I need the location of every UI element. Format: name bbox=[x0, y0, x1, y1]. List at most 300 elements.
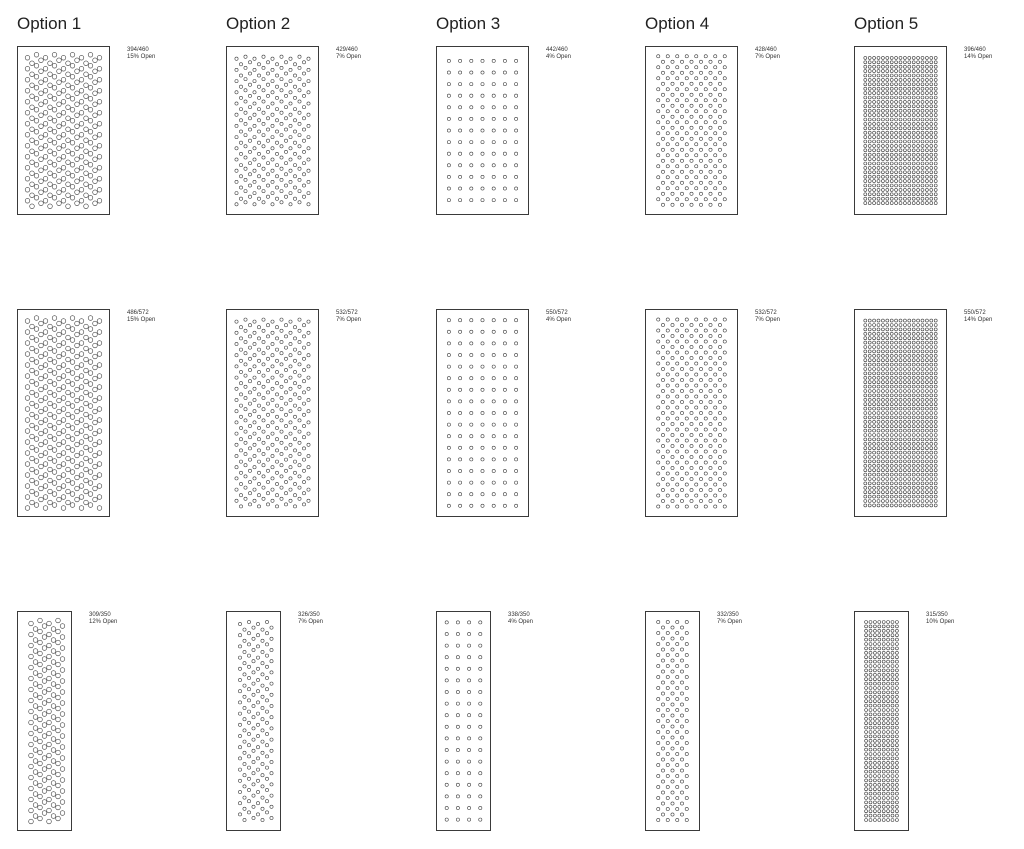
perforation-hole bbox=[878, 673, 881, 676]
perforation-hole bbox=[865, 700, 868, 703]
perforation-hole bbox=[886, 368, 889, 371]
perforation-hole bbox=[881, 451, 884, 454]
perforation-hole bbox=[79, 66, 84, 71]
perforation-hole bbox=[865, 819, 868, 822]
perforation-hole bbox=[43, 418, 48, 423]
perforation-hole bbox=[695, 121, 698, 124]
perforation-hole bbox=[869, 810, 872, 813]
perforation-hole bbox=[25, 462, 30, 467]
perforation-hole bbox=[895, 735, 898, 738]
perforation-hole bbox=[280, 408, 283, 411]
perforation-hole bbox=[877, 486, 880, 489]
perforation-hole bbox=[447, 175, 450, 178]
perforation-hole bbox=[890, 403, 893, 406]
perforation-hole bbox=[34, 63, 39, 68]
perforation-hole bbox=[925, 149, 928, 152]
perforation-hole bbox=[289, 454, 292, 457]
perforation-hole bbox=[239, 141, 242, 144]
perforation-hole bbox=[882, 647, 885, 650]
perforation-hole bbox=[676, 719, 679, 722]
perforation-hole bbox=[921, 74, 924, 77]
perforation-hole bbox=[877, 363, 880, 366]
perforation-hole bbox=[925, 131, 928, 134]
perforation-hole bbox=[302, 492, 305, 495]
perforation-hole bbox=[75, 376, 80, 381]
perforation-hole bbox=[253, 80, 256, 83]
perforation-hole bbox=[925, 136, 928, 139]
perforation-hole bbox=[895, 56, 898, 59]
perforation-hole bbox=[284, 346, 287, 349]
perforation-hole bbox=[695, 428, 698, 431]
perforation-hole bbox=[930, 87, 933, 90]
perforation-hole bbox=[903, 407, 906, 410]
perforation-hole bbox=[903, 500, 906, 503]
perforation-hole bbox=[895, 166, 898, 169]
perforation-hole bbox=[895, 621, 898, 624]
perforation-hole bbox=[515, 319, 518, 322]
perforation-hole bbox=[29, 643, 34, 648]
perforation-hole bbox=[252, 682, 255, 685]
perforation-hole bbox=[704, 494, 707, 497]
perforation-hole bbox=[899, 500, 902, 503]
perforation-hole bbox=[61, 495, 66, 500]
perforation-hole bbox=[886, 486, 889, 489]
perforation-hole bbox=[262, 363, 265, 366]
perforation-hole bbox=[302, 424, 305, 427]
perforation-hole bbox=[88, 63, 93, 68]
perforation-hole bbox=[30, 412, 35, 417]
perforation-hole bbox=[238, 656, 241, 659]
perforation-hole bbox=[925, 363, 928, 366]
perforation-hole bbox=[925, 420, 928, 423]
perforation-hole bbox=[671, 659, 674, 662]
perforation-hole bbox=[39, 321, 44, 326]
perforation-hole bbox=[886, 385, 889, 388]
perforation-hole bbox=[671, 170, 674, 173]
perforation-hole bbox=[873, 695, 876, 698]
perforation-hole bbox=[873, 78, 876, 81]
perforation-hole bbox=[868, 381, 871, 384]
perforation-hole bbox=[48, 127, 53, 132]
perforation-hole bbox=[61, 132, 66, 137]
perforation-hole bbox=[685, 686, 688, 689]
perforation-hole bbox=[690, 367, 693, 370]
perforation-hole bbox=[912, 153, 915, 156]
perforation-hole bbox=[42, 624, 47, 629]
perforation-hole bbox=[921, 175, 924, 178]
perforation-hole bbox=[676, 66, 679, 69]
perforation-hole bbox=[30, 127, 35, 132]
perforation-hole bbox=[903, 412, 906, 415]
perforation-hole bbox=[903, 354, 906, 357]
perforation-hole bbox=[29, 786, 34, 791]
perforation-hole bbox=[38, 684, 43, 689]
perforation-hole bbox=[882, 783, 885, 786]
perforation-hole bbox=[695, 417, 698, 420]
perforation-hole bbox=[239, 449, 242, 452]
perforation-hole bbox=[921, 109, 924, 112]
perforation-hole bbox=[869, 651, 872, 654]
perforation-hole bbox=[908, 319, 911, 322]
perforation-hole bbox=[680, 181, 683, 184]
perforation-hole bbox=[447, 365, 450, 368]
perforation-hole bbox=[661, 137, 664, 140]
perforation-hole bbox=[261, 628, 264, 631]
perforation-hole bbox=[868, 442, 871, 445]
perforation-hole bbox=[886, 460, 889, 463]
perforation-hole bbox=[459, 446, 462, 449]
perforation-hole bbox=[869, 638, 872, 641]
perforation-hole bbox=[864, 385, 867, 388]
perforation-hole bbox=[307, 102, 310, 105]
perforation-hole bbox=[887, 704, 890, 707]
perforation-hole bbox=[934, 193, 937, 196]
open-area-percent: 4% Open bbox=[546, 317, 572, 323]
perforation-hole bbox=[917, 105, 920, 108]
perforation-hole bbox=[447, 94, 450, 97]
perforation-hole bbox=[657, 395, 660, 398]
perforation-hole bbox=[265, 811, 268, 814]
perforation-hole bbox=[877, 460, 880, 463]
perforation-hole bbox=[934, 65, 937, 68]
perforation-hole bbox=[881, 136, 884, 139]
perforation-hole bbox=[699, 126, 702, 129]
perforation-hole bbox=[704, 88, 707, 91]
perforation-hole bbox=[256, 734, 259, 737]
perforation-hole bbox=[271, 466, 274, 469]
perforation-hole bbox=[921, 390, 924, 393]
perforation-hole bbox=[307, 488, 310, 491]
perforation-hole bbox=[79, 429, 84, 434]
perforation-hole bbox=[34, 382, 39, 387]
perforation-hole bbox=[238, 723, 241, 726]
perforation-hole bbox=[877, 136, 880, 139]
perforation-hole bbox=[270, 816, 273, 819]
perforation-hole bbox=[912, 341, 915, 344]
perforation-hole bbox=[84, 127, 89, 132]
perforation-hole bbox=[873, 140, 876, 143]
perforation-hole bbox=[70, 85, 75, 90]
open-area-percent: 7% Open bbox=[755, 54, 781, 60]
perforation-hole bbox=[248, 436, 251, 439]
perforation-hole bbox=[52, 415, 57, 420]
perforation-hole bbox=[868, 398, 871, 401]
perforation-hole bbox=[868, 482, 871, 485]
perforation-hole bbox=[48, 379, 53, 384]
perforation-hole bbox=[903, 363, 906, 366]
perforation-hole bbox=[680, 170, 683, 173]
perforation-hole bbox=[868, 65, 871, 68]
perforation-hole bbox=[899, 350, 902, 353]
perforation-hole bbox=[868, 359, 871, 362]
perforation-hole bbox=[445, 714, 448, 717]
perforation-hole bbox=[239, 482, 242, 485]
perforation-hole bbox=[248, 94, 251, 97]
perforation-hole bbox=[912, 122, 915, 125]
perforation-hole bbox=[873, 722, 876, 725]
perforation-hole bbox=[877, 407, 880, 410]
perforation-hole bbox=[248, 106, 251, 109]
perforation-hole bbox=[912, 171, 915, 174]
perforation-hole bbox=[676, 187, 679, 190]
perforation-hole bbox=[890, 162, 893, 165]
perforation-hole bbox=[284, 139, 287, 142]
perforation-hole bbox=[886, 354, 889, 357]
perforation-hole bbox=[57, 321, 62, 326]
perforation-hole bbox=[666, 752, 669, 755]
perforation-hole bbox=[38, 816, 43, 821]
perforation-hole bbox=[864, 131, 867, 134]
perforation-hole bbox=[917, 420, 920, 423]
perforation-hole bbox=[887, 744, 890, 747]
perforation-hole bbox=[43, 99, 48, 104]
perforation-hole bbox=[930, 359, 933, 362]
perforation-hole bbox=[903, 149, 906, 152]
perforation-hole bbox=[25, 165, 30, 170]
perforation-hole bbox=[890, 341, 893, 344]
perforation-hole bbox=[690, 422, 693, 425]
perforation-hole bbox=[873, 442, 876, 445]
perforation-hole bbox=[714, 165, 717, 168]
perforation-hole bbox=[257, 141, 260, 144]
perforation-hole bbox=[52, 503, 57, 508]
perforation-hole bbox=[930, 166, 933, 169]
perforation-hole bbox=[873, 162, 876, 165]
perforation-hole bbox=[917, 337, 920, 340]
perforation-hole bbox=[492, 481, 495, 484]
perforation-hole bbox=[890, 328, 893, 331]
perforation-hole bbox=[79, 88, 84, 93]
perforation-hole bbox=[256, 701, 259, 704]
perforation-hole bbox=[925, 114, 928, 117]
perforation-hole bbox=[266, 458, 269, 461]
perforation-hole bbox=[470, 423, 473, 426]
perforation-hole bbox=[891, 801, 894, 804]
panel-caption bbox=[546, 310, 571, 324]
perforation-hole bbox=[886, 193, 889, 196]
perforation-hole bbox=[248, 128, 251, 131]
perforation-hole bbox=[704, 362, 707, 365]
perforation-hole bbox=[666, 329, 669, 332]
perforation-hole bbox=[881, 166, 884, 169]
perforation-hole bbox=[895, 78, 898, 81]
perforation-hole bbox=[877, 350, 880, 353]
perforation-hole bbox=[899, 328, 902, 331]
perforation-hole bbox=[93, 179, 98, 184]
perforation-hole bbox=[266, 492, 269, 495]
perforation-hole bbox=[917, 83, 920, 86]
perforation-hole bbox=[676, 373, 679, 376]
perforation-hole bbox=[266, 94, 269, 97]
perforation-hole bbox=[891, 647, 894, 650]
perforation-hole bbox=[917, 131, 920, 134]
perforation-hole bbox=[307, 477, 310, 480]
perforation-hole bbox=[456, 772, 459, 775]
perforation-hole bbox=[257, 337, 260, 340]
perforation-hole bbox=[877, 438, 880, 441]
perforation-hole bbox=[699, 389, 702, 392]
perforation-hole bbox=[925, 372, 928, 375]
perforation-hole bbox=[704, 329, 707, 332]
perforation-hole bbox=[289, 68, 292, 71]
perforation-hole bbox=[890, 438, 893, 441]
perforation-hole bbox=[470, 117, 473, 120]
perforation-hole bbox=[257, 85, 260, 88]
perforation-hole bbox=[676, 55, 679, 58]
perforation-hole bbox=[895, 761, 898, 764]
perforation-hole bbox=[903, 346, 906, 349]
perforation-hole bbox=[921, 500, 924, 503]
perforation-hole bbox=[864, 412, 867, 415]
perforation-hole bbox=[238, 645, 241, 648]
perforation-hole bbox=[257, 393, 260, 396]
perforation-hole bbox=[690, 60, 693, 63]
perforation-hole bbox=[671, 82, 674, 85]
perforation-hole bbox=[882, 766, 885, 769]
perforation-hole bbox=[865, 673, 868, 676]
perforation-hole bbox=[917, 319, 920, 322]
perforation-hole bbox=[934, 96, 937, 99]
perforation-hole bbox=[925, 188, 928, 191]
perforation-hole bbox=[709, 444, 712, 447]
perforation-hole bbox=[925, 118, 928, 121]
perforation-hole bbox=[239, 175, 242, 178]
perforation-hole bbox=[891, 656, 894, 659]
perforation-hole bbox=[298, 329, 301, 332]
perforation-hole bbox=[908, 372, 911, 375]
perforation-hole bbox=[877, 188, 880, 191]
perforation-hole bbox=[271, 342, 274, 345]
perforation-hole bbox=[671, 747, 674, 750]
perforation-hole bbox=[88, 393, 93, 398]
perforation-hole bbox=[25, 396, 30, 401]
perforation-hole bbox=[244, 66, 247, 69]
perforation-hole bbox=[70, 448, 75, 453]
perforation-hole bbox=[661, 659, 664, 662]
perforated-panel bbox=[854, 46, 947, 215]
perforation-hole bbox=[868, 434, 871, 437]
perforation-hole bbox=[873, 188, 876, 191]
perforation-hole bbox=[302, 139, 305, 142]
perforation-hole bbox=[239, 505, 242, 508]
perforation-hole bbox=[25, 473, 30, 478]
perforation-hole bbox=[908, 193, 911, 196]
perforation-hole bbox=[34, 360, 39, 365]
perforation-hole bbox=[275, 471, 278, 474]
perforation-hole bbox=[881, 87, 884, 90]
perforation-hole bbox=[657, 318, 660, 321]
perforation-hole bbox=[723, 318, 726, 321]
perforation-hole bbox=[930, 416, 933, 419]
perforation-hole bbox=[895, 486, 898, 489]
perforation-hole bbox=[887, 682, 890, 685]
perforation-hole bbox=[30, 149, 35, 154]
perforation-hole bbox=[925, 100, 928, 103]
perforation-hole bbox=[47, 786, 52, 791]
perforation-hole bbox=[873, 127, 876, 130]
perforation-hole bbox=[33, 627, 38, 632]
perforation-hole bbox=[680, 323, 683, 326]
perforation-hole bbox=[61, 451, 66, 456]
perforation-hole bbox=[877, 403, 880, 406]
perforation-hole bbox=[887, 660, 890, 663]
perforation-hole bbox=[75, 387, 80, 392]
perforation-hole bbox=[661, 93, 664, 96]
perforation-hole bbox=[481, 423, 484, 426]
perforation-hole bbox=[868, 144, 871, 147]
perforation-hole bbox=[266, 368, 269, 371]
perforation-hole bbox=[873, 634, 876, 637]
perforation-hole bbox=[307, 158, 310, 161]
perforation-hole bbox=[97, 176, 102, 181]
perforation-hole bbox=[925, 486, 928, 489]
perforation-hole bbox=[93, 58, 98, 63]
perforation-hole bbox=[887, 629, 890, 632]
perforation-hole bbox=[66, 61, 71, 66]
perforation-hole bbox=[61, 462, 66, 467]
perforation-hole bbox=[685, 406, 688, 409]
perforation-hole bbox=[515, 71, 518, 74]
perforation-hole bbox=[43, 374, 48, 379]
perforation-hole bbox=[680, 499, 683, 502]
perforation-hole bbox=[57, 157, 62, 162]
perforation-hole bbox=[912, 162, 915, 165]
perforation-hole bbox=[865, 783, 868, 786]
perforation-hole bbox=[666, 785, 669, 788]
perforation-hole bbox=[868, 376, 871, 379]
perforation-hole bbox=[695, 143, 698, 146]
perforation-hole bbox=[671, 444, 674, 447]
perforation-hole bbox=[97, 352, 102, 357]
perforation-hole bbox=[657, 631, 660, 634]
perforation-hole bbox=[270, 794, 273, 797]
perforation-hole bbox=[676, 730, 679, 733]
perforation-hole bbox=[887, 779, 890, 782]
perforation-hole bbox=[266, 391, 269, 394]
perforation-hole bbox=[930, 429, 933, 432]
perforation-hole bbox=[917, 193, 920, 196]
perforation-hole bbox=[882, 792, 885, 795]
perforation-hole bbox=[66, 149, 71, 154]
perforation-hole bbox=[881, 109, 884, 112]
perforation-hole bbox=[34, 415, 39, 420]
perforation-hole bbox=[57, 365, 62, 370]
perforation-hole bbox=[695, 439, 698, 442]
perforation-hole bbox=[895, 731, 898, 734]
perforation-hole bbox=[723, 143, 726, 146]
perforation-hole bbox=[492, 129, 495, 132]
perforation-hole bbox=[921, 202, 924, 205]
perforation-hole bbox=[661, 769, 664, 772]
perforation-hole bbox=[298, 396, 301, 399]
perforation-hole bbox=[262, 329, 265, 332]
perforation-hole bbox=[718, 345, 721, 348]
perforation-hole bbox=[903, 74, 906, 77]
perforation-hole bbox=[877, 56, 880, 59]
perforation-hole bbox=[868, 438, 871, 441]
perforation-hole bbox=[890, 109, 893, 112]
perforation-hole bbox=[899, 140, 902, 143]
perforation-hole bbox=[61, 176, 66, 181]
perforation-hole bbox=[917, 368, 920, 371]
perforation-hole bbox=[921, 478, 924, 481]
perforation-hole bbox=[865, 748, 868, 751]
perforation-hole bbox=[890, 407, 893, 410]
perforation-hole bbox=[865, 634, 868, 637]
perforation-hole bbox=[895, 717, 898, 720]
perforation-hole bbox=[48, 478, 53, 483]
perforation-hole bbox=[262, 78, 265, 81]
